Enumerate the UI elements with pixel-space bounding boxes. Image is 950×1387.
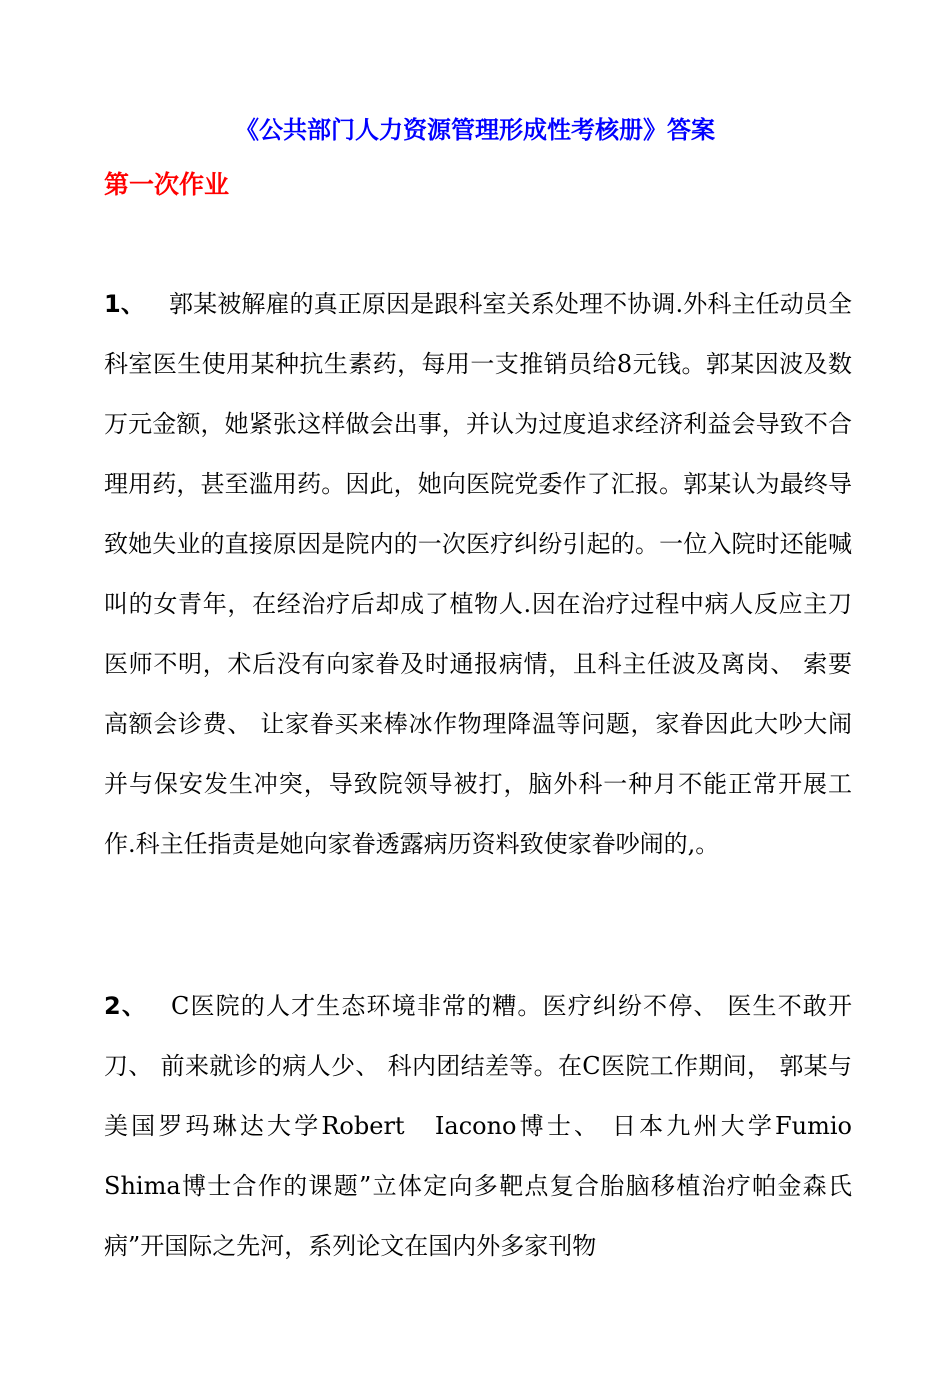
- item-number: 2、: [104, 992, 147, 1020]
- answer-paragraph-2: [104, 976, 876, 1276]
- document-title: 《公共部门人力资源管理形成性考核册》答案: [235, 116, 715, 144]
- paragraph-text: 郭某被解雇的真正原因是跟科室关系处理不协调.外科主任动员全科室医生使用某种抗生素药，每用一支推销员给8元钱。郭某因波及数万元金额，她紧张这样做会出事，并认为过度追求经济利益会导致不合理用药，甚至滥用药。因此，她向医院党委作了汇报。郭某认为最终导致她失业的直接原因是院内的一次医疗纠纷引起的。一位入院时还能喊叫的女青年，在经治疗后却成了植物人.因在治疗过程中病人反应主刀医师不明，术后没有向家眷及时通报病情，且科主任波及离岗、 索要高额会诊费、 让家眷买来棒冰作物理降温等问题，家眷因此大吵大闹并与保安发生冲突，导致院领导被打，脑外科一种月不能正常开展工作.科主任指责是她向家眷透露病历资料致使家眷吵闹的,。: [104, 290, 852, 858]
- answer-paragraph-1: [104, 274, 852, 874]
- paragraph-text: C医院的人才生态环境非常的糟。医疗纠纷不停、 医生不敢开刀、 前来就诊的病人少、 科内团结差等。在C医院工作期间， 郭某与美国罗玛琳达大学Robert Iacono博士、 日本九州大学Fumio Shima博士合作的课题”立体定向多靶点复合胎脑移植治疗帕金森氏病”开国际之先河，系列论文在国内外多家刊物: [104, 992, 876, 1260]
- section-heading: 第一次作业: [104, 170, 230, 199]
- item-number: 1、: [104, 290, 145, 318]
